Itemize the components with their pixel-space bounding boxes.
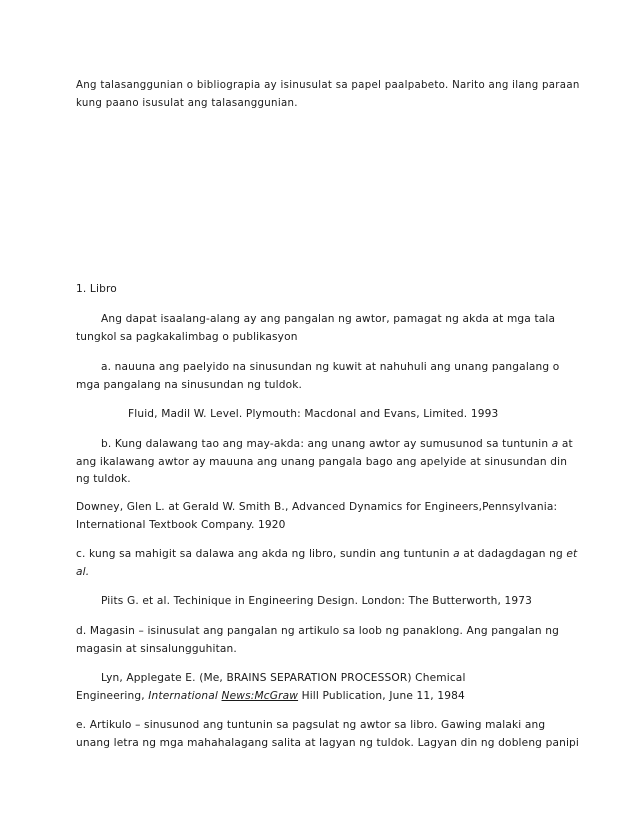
rule-b-text: b. Kung dalawang tao ang may-akda: ang unang awtor ay sumusunod sa tuntunin (101, 438, 552, 450)
example-3: Piits G. et al. Techinique in Engineering Design. London: The Butterworth, 1973 (101, 595, 533, 607)
rule-b-text-end: at (558, 438, 573, 450)
rule-c-text-mid: at dadagdagan ng (459, 548, 567, 560)
intro-line-1: Ang talasanggunian o bibliograpia ay isinusulat sa papel paalpabeto. Narito ang ilang paraan (76, 80, 580, 91)
intro-line-2: kung paano isusulat ang talasanggunian. (76, 98, 298, 109)
rule-c-text: c. kung sa mahigit sa dalawa ang akda ng libro, sundin ang tuntunin (76, 548, 454, 560)
example-4-italic: International (148, 690, 222, 702)
rule-a-line-2: mga pangalang na sinusundan ng tuldok. (76, 379, 303, 391)
rule-c-emphasis-et: et (566, 548, 578, 560)
example-2-line-2: International Textbook Company. 1920 (76, 519, 286, 531)
rule-c-line-2: al. (76, 566, 90, 578)
rule-a-line-1: a. nauuna ang paelyido na sinusundan ng kuwit at nahuhuli ang unang pangalang o (101, 361, 560, 373)
example-4-text-end: Hill Publication, June 11, 1984 (298, 690, 465, 702)
rule-c-emphasis: a (453, 548, 460, 560)
rule-b-line-1 (101, 435, 601, 453)
rule-b-emphasis: a (551, 438, 559, 450)
rule-d-line-1: d. Magasin – isinusulat ang pangalan ng artikulo sa loob ng panaklong. Ang pangalan ng (76, 625, 559, 637)
example-4-line-2 (76, 687, 576, 705)
rule-b-line-3: ng tuldok. (76, 473, 131, 485)
rule-b-line-2: ang ikalawang awtor ay mauuna ang unang pangala bago ang apelyide at sinusundan din (76, 456, 568, 468)
section-heading-libro: 1. Libro (76, 283, 117, 295)
libro-paragraph-line-1: Ang dapat isaalang-alang ay ang pangalan ng awtor, pamagat ng akda at mga tala (101, 313, 556, 325)
rule-d-line-2: magasin at sinsalungguhitan. (76, 643, 237, 655)
example-4-text: Engineering, (76, 690, 149, 702)
example-4-line-1: Lyn, Applegate E. (Me, BRAINS SEPARATION PROCESSOR) Chemical (101, 672, 466, 684)
rule-e-line-2: unang letra ng mga mahahalagang salita at lagyan ng tuldok. Lagyan din ng dobleng panipi (76, 737, 580, 749)
rule-e-line-1: e. Artikulo – sinusunod ang tuntunin sa pagsulat ng awtor sa libro. Gawing malaki ang (76, 719, 546, 731)
example-1: Fluid, Madil W. Level. Plymouth: Macdonal and Evans, Limited. 1993 (128, 408, 499, 420)
libro-paragraph-line-2: tungkol sa pagkakalimbag o publikasyon (76, 331, 298, 343)
example-4-underlined: News:McGraw (221, 690, 299, 702)
example-2-line-1: Downey, Glen L. at Gerald W. Smith B., Advanced Dynamics for Engineers,Pennsylvania: (76, 501, 558, 513)
rule-c-line-1 (76, 545, 576, 563)
